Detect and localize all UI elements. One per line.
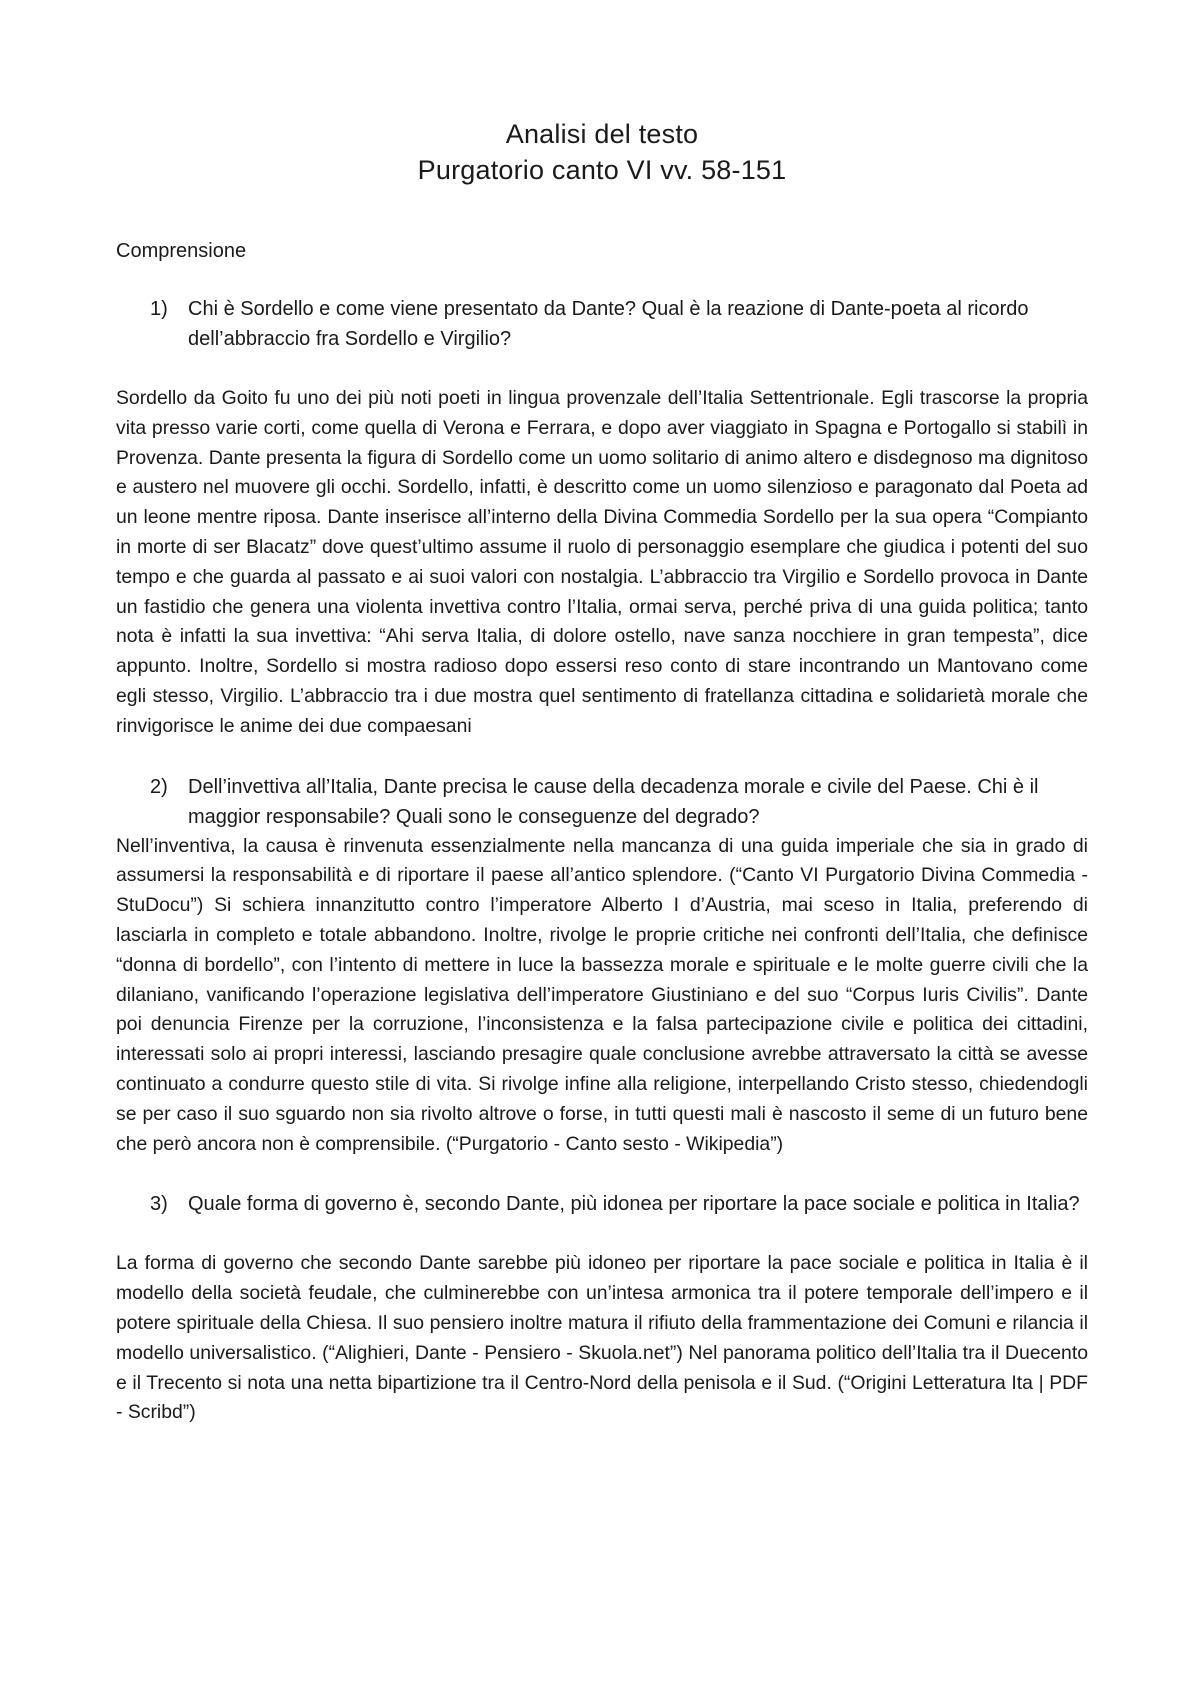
document-title <box>116 116 1088 188</box>
question-number: 2) <box>150 775 168 798</box>
question-number: 3) <box>150 1193 168 1216</box>
question-3 <box>116 1189 1088 1219</box>
answer-1: Sordello da Goito fu uno dei più noti poeti in lingua provenzale dell’Italia Settentrionale. Egli trascorse la propria vita presso varie corti, come quella di Verona e Ferrara, e dopo aver viaggiato in Spagna e Portogallo si stabilì in Provenza. Dante presenta la figura di Sordello come un uomo solitario di animo altero e disdegnoso ma dignitoso e austero nel muovere gli occhi. Sordello, infatti, è descritto come un uomo silenzioso e paragonato dal Poeta ad un leone mentre riposa. Dante inserisce all’interno della Divina Commedia Sordello per la sua opera “Compianto in morte di ser Blacatz” dove quest’ultimo assume il ruolo di personaggio esemplare che giudica i potenti del suo tempo e che guarda al passato e ai suoi valori con nostalgia. L’abbraccio tra Virgilio e Sordello provoca in Dante un fastidio che genera una violenta invettiva contro l’Italia, ormai serva, perché priva di una guida politica; tanto nota è infatti la sua invettiva: “Ahi serva Italia, di dolore ostello, nave sanza nocchiere in gran tempesta”, dice appunto. Inoltre, Sordello si mostra radioso dopo essersi reso conto di stare incontrando un Mantovano come egli stesso, Virgilio. L’abbraccio tra i due mostra quel sentimento di fratellanza cittadina e solidarietà morale che rinvigorisce le anime dei due compaesani <box>116 387 1088 737</box>
question-number: 1) <box>150 298 168 320</box>
document-page <box>116 0 1088 1448</box>
question-text: Quale forma di governo è, secondo Dante, più idonea per riportare la pace sociale e politica in Italia? <box>188 1193 1080 1216</box>
question-1 <box>116 294 1088 354</box>
answer-2: Nell’inventiva, la causa è rinvenuta essenzialmente nella mancanza di una guida imperiale che sia in grado di assumersi la responsabilità e di riportare il paese all’antico splendore. (“Canto VI Purgatorio Divina Commedia - StuDocu”) Si schiera innanzitutto contro l’imperatore Alberto I d’Austria, mai sceso in Italia, preferendo di lasciarla in completo e totale abbandono. Inoltre, rivolge le proprie critiche nei confronti dell’Italia, che definisce “donna di bordello”, con l’intento di mettere in luce la bassezza morale e spirituale e le molte guerre civili che la dilaniano, vanificando l’operazione legislativa dell’imperatore Giustiniano e del suo “Corpus Iuris Civilis”. Dante poi denuncia Firenze per la corruzione, l’inconsistenza e la falsa partecipazione civile e politica dei cittadini, interessati solo ai propri interessi, lasciando presagire quale conclusione avrebbe attraversato la città se avesse continuato a condurre questo stile di vita. Si rivolge infine alla religione, interpellando Cristo stesso, chiedendogli se per caso il suo sguardo non sia rivolto altrove o forse, in tutti questi mali è nascosto il seme di un futuro bene che però ancora non è comprensibile. (“Purgatorio - Canto sesto - Wikipedia”) <box>116 834 1088 1155</box>
answer-3: La forma di governo che secondo Dante sarebbe più idoneo per riportare la pace sociale e politica in Italia è il modello della società feudale, che culminerebbe con un’intesa armonica tra il potere temporale dell’impero e il potere spirituale della Chiesa. Il suo pensiero inoltre matura il rifiuto della frammentazione dei Comuni e rilancia il modello universalistico. (“Alighieri, Dante - Pensiero - Skuola.net”) Nel panorama politico dell’Italia tra il Duecento e il Trecento si nota una netta bipartizione tra il Centro-Nord della penisola e il Sud. (“Origini Letteratura Ita | PDF - Scribd”) <box>116 1252 1088 1424</box>
section-heading: Comprensione <box>116 240 247 262</box>
title-line-1: Analisi del testo <box>505 119 699 149</box>
question-text: Chi è Sordello e come viene presentato da Dante? Qual è la reazione di Dante-poeta al ricordo dell’abbraccio fra Sordello e Virgilio? <box>188 298 1029 350</box>
question-2 <box>116 772 1088 832</box>
title-line-2: Purgatorio canto VI vv. 58-151 <box>417 155 787 185</box>
question-text: Dell’invettiva all’Italia, Dante precisa le cause della decadenza morale e civile del Paese. Chi è il maggior responsabile? Quali sono le conseguenze del degrado? <box>188 775 1039 828</box>
